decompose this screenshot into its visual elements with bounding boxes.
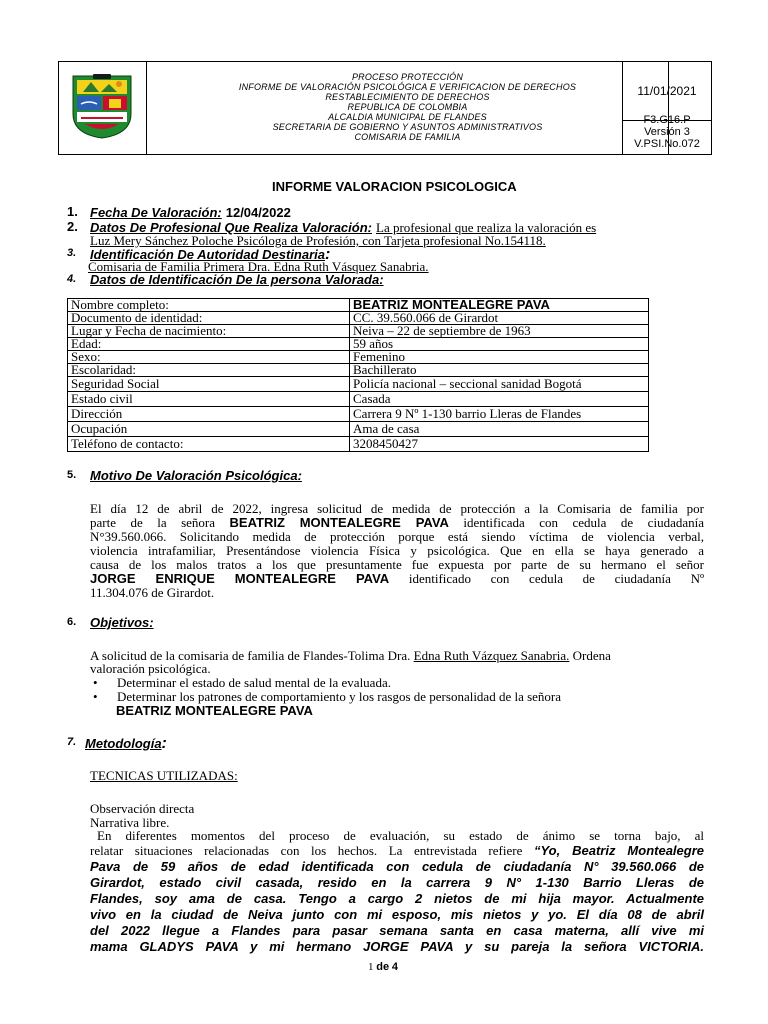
section-label: Datos De Profesional Que Realiza Valoración: xyxy=(90,220,372,235)
coat-of-arms-logo xyxy=(71,74,133,140)
paragraph-line: causa de los malos tratos a los que presuntamente fue expuesta por parte de su hermano el señor xyxy=(90,557,704,572)
section-label: Objetivos: xyxy=(90,615,154,630)
section-number: 2. xyxy=(67,219,78,234)
paragraph-line xyxy=(90,843,704,859)
code-line: Versión 3 xyxy=(644,126,690,138)
table-row xyxy=(68,437,649,452)
paragraph-line: En diferentes momentos del proceso de evaluación, su estado de ánimo se torna bajo, al xyxy=(97,828,704,843)
header-line: SECRETARIA DE GOBIERNO Y ASUNTOS ADMINISTRATIVOS xyxy=(272,122,543,132)
field-label: Lugar y Fecha de nacimiento: xyxy=(68,325,350,338)
section-number: 3. xyxy=(67,247,77,259)
code-line: V.PSI.No.072 xyxy=(634,138,700,150)
field-value: Policía nacional – seccional sanidad Bogotá xyxy=(350,377,649,392)
quote-line: Flandes, soy ama de casa. Tengo a cargo 2 nietos de mi hija mayor. Actualmente xyxy=(90,891,704,906)
table-row xyxy=(68,377,649,392)
objective-bullet: • Determinar los patrones de comportamiento y los rasgos de personalidad de la señora xyxy=(117,689,561,705)
section-label: Motivo De Valoración Psicológica: xyxy=(90,468,302,483)
motive-paragraph xyxy=(90,502,704,600)
page-of: de xyxy=(376,961,390,973)
field-label: Estado civil xyxy=(68,392,350,407)
field-label: Ocupación xyxy=(68,422,350,437)
field-label: Edad: xyxy=(68,338,350,351)
section-label: Identificación De Autoridad Destinaria xyxy=(90,247,326,262)
section-label: Datos de Identificación De la persona Valorada: xyxy=(90,272,384,287)
header-line: ALCALDIA MUNICIPAL DE FLANDES xyxy=(328,112,487,122)
header-line: REPUBLICA DE COLOMBIA xyxy=(347,102,468,112)
header-line: INFORME DE VALORACIÓN PSICOLÓGICA E VERIFICACION DE DERECHOS xyxy=(238,82,577,92)
quote-line: mama GLADYS PAVA y mi hermano JORGE PAVA y su pareja la señora VICTORIA. xyxy=(90,939,704,954)
field-value: BEATRIZ MONTEALEGRE PAVA xyxy=(350,299,649,312)
table-row xyxy=(68,407,649,422)
quote-text: “Yo, Beatriz Montealegre xyxy=(533,843,704,858)
text: Edna Ruth Vázquez Sanabria. xyxy=(413,648,570,663)
field-value: Carrera 9 Nº 1-130 barrio Lleras de Flandes xyxy=(350,407,649,422)
objectives-line: valoración psicológica. xyxy=(90,661,211,676)
professional-text: La profesional que realiza la valoración es xyxy=(376,220,597,235)
quote-line: vivo en la ciudad de Neiva junto con mi esposo, mis nietos y yo. El día 08 de abril xyxy=(90,907,704,922)
section-number: 6. xyxy=(67,616,77,628)
text: identificada con cedula de ciudadanía xyxy=(448,515,704,530)
person-name: JORGE ENRIQUE MONTEALEGRE PAVA xyxy=(90,571,390,586)
paragraph-line: 11.304.076 de Girardot. xyxy=(90,585,215,600)
code-line: F3.G16.P xyxy=(643,114,691,126)
field-label: Sexo: xyxy=(68,351,350,364)
colon: : xyxy=(161,735,167,752)
field-value: CC. 39.560.066 de Girardot xyxy=(350,312,649,325)
text: Ordena xyxy=(569,648,611,663)
paragraph-line: violencia intrafamiliar, Presentándose violencia Física y psicológica. Que en ella se haya generado a xyxy=(90,543,704,558)
authority-text: Comisaria de Familia Primera Dra. Edna Ruth Vásquez Sanabria. xyxy=(88,259,429,274)
total-pages: 4 xyxy=(391,961,398,973)
technique-item: Narrativa libre. xyxy=(90,815,170,830)
colon: : xyxy=(325,246,331,263)
header-line: PROCESO PROTECCIÓN xyxy=(351,72,464,82)
text: A solicitud de la comisaria de familia de Flandes-Tolima Dra. xyxy=(90,648,414,663)
field-value: Bachillerato xyxy=(350,364,649,377)
section-7 xyxy=(85,735,167,753)
section-number: 4. xyxy=(67,273,77,285)
current-page: 1 xyxy=(368,961,374,973)
paragraph-line: N°39.560.066. Solicitando medida de protección porque está siendo víctima de violencia verbal, xyxy=(90,529,704,544)
field-value: Neiva – 22 de septiembre de 1963 xyxy=(350,325,649,338)
quote-line: Pava de 59 años de edad identificada con cedula de ciudadanía N° 39.560.066 de xyxy=(90,859,704,874)
section-label: Metodología xyxy=(85,736,162,751)
document-title: INFORME VALORACION PSICOLOGICA xyxy=(272,179,517,194)
field-value: Ama de casa xyxy=(350,422,649,437)
field-label: Seguridad Social xyxy=(68,377,350,392)
field-label: Dirección xyxy=(68,407,350,422)
field-label: Nombre completo: xyxy=(68,299,350,312)
quote-line: Girardot, estado civil casada, resido en la carrera 9 N° 1-130 Barrio Lleras de xyxy=(90,875,704,890)
field-value: 3208450427 xyxy=(350,437,649,452)
text: identificado con cedula de ciudadanía Nº xyxy=(389,571,704,586)
field-value: Femenino xyxy=(350,351,649,364)
field-label: Teléfono de contacto: xyxy=(68,437,350,452)
person-name: BEATRIZ MONTEALEGRE PAVA xyxy=(229,515,449,530)
header-date: 11/01/2021 xyxy=(622,61,712,121)
field-label: Escolaridad: xyxy=(68,364,350,377)
field-label: Documento de identidad: xyxy=(68,312,350,325)
objective-bullet: • Determinar el estado de salud mental de la evaluada. xyxy=(117,675,391,691)
text: relatar situaciones relacionadas con los hechos. La entrevistada refiere xyxy=(90,843,534,858)
section-number: 7. xyxy=(67,736,77,748)
section-label: Fecha De Valoración: xyxy=(90,205,222,220)
text: parte de la señora xyxy=(90,515,230,530)
header-title-cell xyxy=(147,62,669,154)
table-row xyxy=(68,392,649,407)
table-row xyxy=(68,364,649,377)
person-data-table xyxy=(67,298,649,452)
field-value: 59 años xyxy=(350,338,649,351)
document-header xyxy=(58,61,712,155)
paragraph-line: El día 12 de abril de 2022, ingresa solicitud de medida de protección a la Comisaria de familia por xyxy=(90,501,704,516)
quote-line: del 2022 llegue a Flandes para pasar semana santa en casa materna, allí vive mi xyxy=(90,923,704,938)
page-number xyxy=(368,961,398,973)
methodology-paragraph xyxy=(90,829,704,955)
header-line: RESTABLECIMIENTO DE DERECHOS xyxy=(325,92,490,102)
person-name: BEATRIZ MONTEALEGRE PAVA xyxy=(116,703,313,718)
header-lines xyxy=(147,72,668,142)
section-number: 1. xyxy=(67,204,78,219)
paragraph-line xyxy=(90,516,704,530)
field-value: Casada xyxy=(350,392,649,407)
techniques-heading: TECNICAS UTILIZADAS: xyxy=(90,768,238,783)
technique-item: Observación directa xyxy=(90,801,195,816)
paragraph-line xyxy=(90,572,704,586)
valuation-date: 12/04/2022 xyxy=(225,205,291,220)
table-row xyxy=(68,422,649,437)
professional-text-line2: Luz Mery Sánchez Poloche Psicóloga de Profesión, con Tarjeta profesional No.154118. xyxy=(90,233,546,248)
header-line: COMISARIA DE FAMILIA xyxy=(354,132,461,142)
section-number: 5. xyxy=(67,469,77,481)
